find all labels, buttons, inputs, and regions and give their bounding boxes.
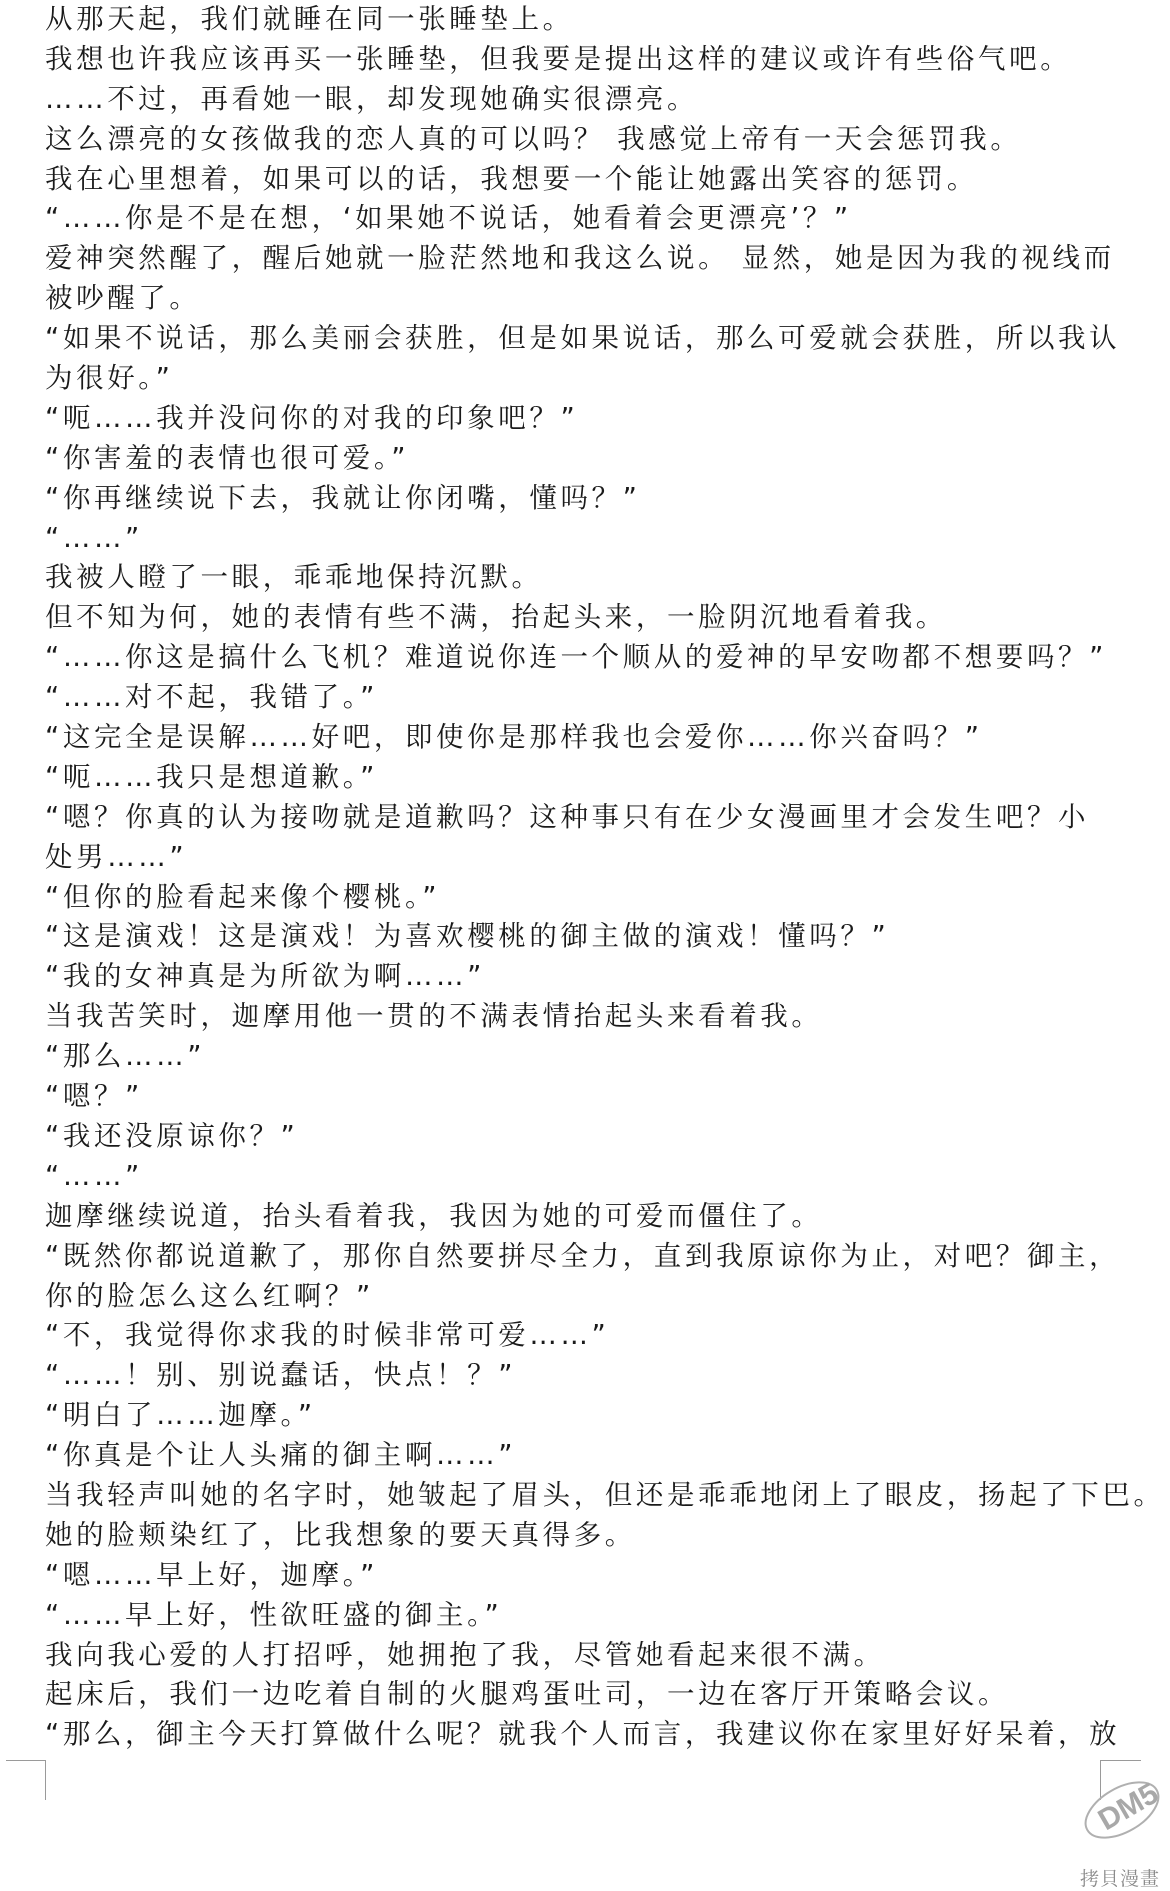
text-line: “呃……我并没问你的对我的印象吧？”	[45, 401, 579, 434]
text-line: “……你是不是在想，‘如果她不说话，她看着会更漂亮’？”	[45, 202, 852, 235]
text-line: 我在心里想着，如果可以的话，我想要一个能让她露出笑容的惩罚。	[45, 162, 978, 195]
text-line: “你真是个让人头痛的御主啊……”	[45, 1439, 517, 1472]
text-line: 爱神突然醒了，醒后她就一脸茫然地和我这么说。 显然，她是因为我的视线而	[45, 242, 1115, 275]
text-line: 迦摩继续说道，抬头看着我，我因为她的可爱而僵住了。	[45, 1199, 823, 1232]
body-text	[45, 0, 1165, 1755]
dm5-logo-icon	[1060, 1758, 1170, 1868]
text-line: “嗯？你真的认为接吻就是道歉吗？这种事只有在少女漫画里才会发生吧？小	[45, 800, 1090, 833]
text-line: “呃……我只是想道歉。”	[45, 760, 378, 793]
text-line: “这是演戏！这是演戏！为喜欢樱桃的御主做的演戏！懂吗？”	[45, 920, 890, 953]
text-line: “你害羞的表情也很可爱。”	[45, 441, 410, 474]
text-line: “我的女神真是为所欲为啊……”	[45, 960, 485, 993]
text-line: “不，我觉得你求我的时候非常可爱……”	[45, 1319, 610, 1352]
text-line: “嗯？”	[45, 1080, 143, 1113]
text-line: 当我轻声叫她的名字时，她皱起了眉头，但还是乖乖地闭上了眼皮，扬起了下巴。	[45, 1478, 1165, 1511]
text-line: 处男……”	[45, 840, 188, 873]
text-line: 她的脸颊染红了，比我想象的要天真得多。	[45, 1518, 636, 1551]
text-line: “这完全是误解……好吧，即使你是那样我也会爱你……你兴奋吗？”	[45, 721, 983, 754]
text-line: “明白了……迦摩。”	[45, 1399, 316, 1432]
text-line: “……”	[45, 521, 143, 554]
text-line: 被吵醒了。	[45, 282, 201, 315]
text-line: 当我苦笑时，迦摩用他一贯的不满表情抬起头来看着我。	[45, 1000, 823, 1033]
text-line: “……早上好，性欲旺盛的御主。”	[45, 1598, 503, 1631]
text-line: “……你这是搞什么飞机？难道说你连一个顺从的爱神的早安吻都不想要吗？”	[45, 641, 1107, 674]
text-line: ……不过，再看她一眼，却发现她确实很漂亮。	[45, 82, 699, 115]
text-line: 我想也许我应该再买一张睡垫，但我要是提出这样的建议或许有些俗气吧。	[45, 42, 1072, 75]
text-line: 起床后，我们一边吃着自制的火腿鸡蛋吐司，一边在客厅开策略会议。	[45, 1678, 1010, 1711]
text-line: “如果不说话，那么美丽会获胜，但是如果说话，那么可爱就会获胜，所以我认	[45, 322, 1121, 355]
text-line: “那么……”	[45, 1040, 206, 1073]
text-line: “但你的脸看起来像个樱桃。”	[45, 880, 441, 913]
watermark-site-text: 拷貝漫畫	[1080, 1868, 1161, 1890]
text-line: 这么漂亮的女孩做我的恋人真的可以吗？ 我感觉上帝有一天会惩罚我。	[45, 122, 1022, 155]
text-line: 我被人瞪了一眼，乖乖地保持沉默。	[45, 561, 543, 594]
svg-text:DM5: DM5	[1092, 1776, 1165, 1838]
text-line: “……对不起，我错了。”	[45, 681, 378, 714]
text-line: “……！别、别说蠢话，快点！？”	[45, 1359, 517, 1392]
text-line: 为很好。”	[45, 362, 174, 395]
text-line: “我还没原谅你？”	[45, 1119, 299, 1152]
text-line: 你的脸怎么这么红啊？”	[45, 1279, 374, 1312]
text-line: “……”	[45, 1159, 143, 1192]
text-line: “你再继续说下去，我就让你闭嘴，懂吗？”	[45, 481, 641, 514]
page-corner-mark-left	[45, 1760, 46, 1800]
text-line: “嗯……早上好，迦摩。”	[45, 1558, 378, 1591]
text-line: “那么，御主今天打算做什么呢？就我个人而言，我建议你在家里好好呆着，放	[45, 1718, 1121, 1751]
text-line: 从那天起，我们就睡在同一张睡垫上。	[45, 3, 574, 35]
text-line: 我向我心爱的人打招呼，她拥抱了我，尽管她看起来很不满。	[45, 1638, 885, 1671]
text-line: “既然你都说道歉了，那你自然要拼尽全力，直到我原谅你为止，对吧？御主，	[45, 1239, 1121, 1272]
text-line: 但不知为何，她的表情有些不满，抬起头来，一脸阴沉地看着我。	[45, 601, 947, 634]
